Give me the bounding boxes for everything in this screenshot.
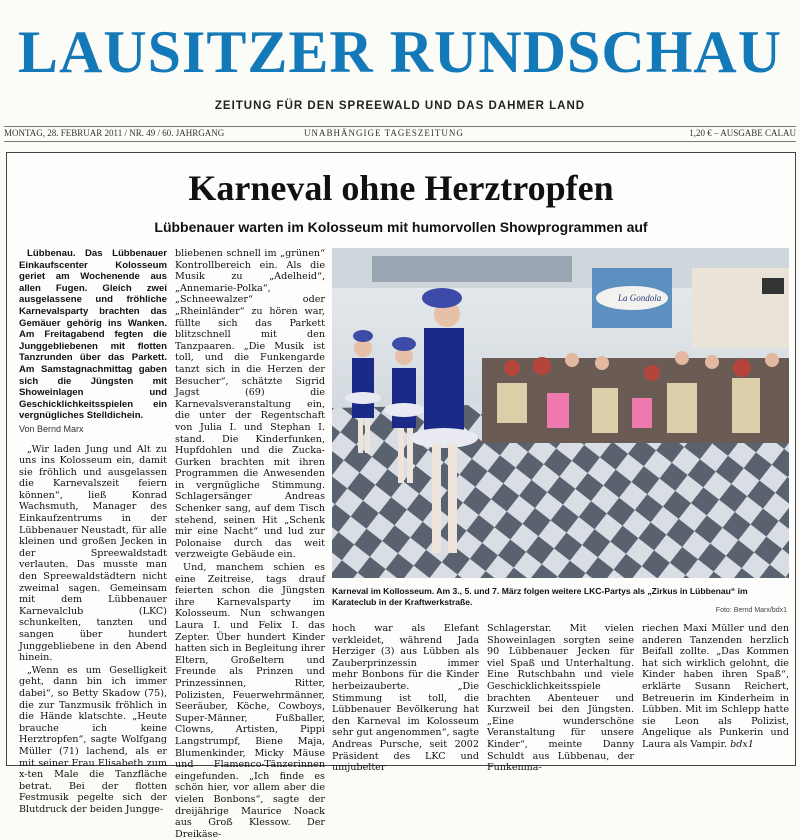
newspaper-masthead: LAUSITZER RUNDSCHAU	[17, 19, 783, 85]
carnival-photo	[332, 248, 789, 578]
author-endmark: bdx1	[730, 738, 754, 750]
article-frame	[6, 152, 796, 840]
masthead-subtitle: ZEITUNG FÜR DEN SPREEWALD UND DAS DAHMER LAND	[214, 100, 586, 112]
article-paragraph: Schlagerstar. Mit vielen Showeinlagen sorgten seine 90 Lübbenauer Jecken für viel Spaß und Unterhaltung. Eine Rutschbahn und viele Geschicklichkeitsspiele brachten Abenteuer und Kurzweil bei den Jüngsten. „Eine wunderschöne Veranstaltung für unsere Kinder“, meinte Danny Schuldt aus Lübbenau, der Funkenma-	[487, 623, 634, 774]
photo-credit: Foto: Bernd Marx/bdx1	[715, 607, 787, 614]
photo-caption: Karneval im Kollosseum. Am 3., 5. und 7. März folgen weitere LKC-Partys als „Zirkus in Lübbenau“ im Karateclub in der Kraftwerkstraße.	[332, 586, 748, 607]
dateline-bar	[4, 126, 796, 142]
shop-sign: La Gondola	[618, 293, 662, 303]
issue-date: MONTAG, 28. FEBRUAR 2011 / NR. 49 / 60. JAHRGANG	[4, 128, 225, 138]
paper-tagline: UNABHÄNGIGE TAGESZEITUNG	[304, 128, 464, 138]
article-paragraph: Und, manchem schien es eine Zeitreise, tags drauf feierten schon die Jüngsten ihre Karnevalsparty im Kolosseum. Nun schwangen Laura I. und Felix I. das Zepter. Über hundert Kinder hatten sich in Begleitung ihrer Eltern, Großeltern und Freunde als Prinzen und Prinzessinnen, Ritter, Polizisten, Feuerwehrmänner, Seeräuber, Köche, Cowboys, Super-Männer, Fußballer, Clowns, Artisten, Pippi Langstrumpf, Biene Maja, Blumenkinder, Micky Mäuse und Flamenco-Tänzerinnen eingefunden. „Ich finde es schön hier, vor allem aber die vielen Bonbons“, sagte der dreijährige Maurice Noack aus Groß Klessow. Der Dreikäse-	[175, 562, 325, 840]
article-paragraph: „Wir laden Jung und Alt zu uns ins Kolosseum ein, damit sie fröhlich und ausgelassen die Karnevalszeit feiern können“, ließ Konrad Wachsmuth, Manager des Einkaufzentrums in der Lübbenauer Neustadt, für alle kleinen und großen Jecken in der Spreewaldstadt verlauten. Das musste man den Spreewaldstädtern nicht zweimal sagen. Gemeinsam mit dem Lübbenauer Karnevalclub (LKC) schunkelten, tanzten und sangen über hundert Junggebliebene in den Abend hinein.	[19, 443, 167, 664]
issue-price: 1,20 € – AUSGABE CALAU	[689, 128, 796, 138]
article-column-2	[175, 248, 325, 840]
carnival-photo-graphic	[332, 248, 789, 578]
article-lead: Lübbenau. Das Lübbenauer Einkaufscenter Kolosseum geriet am Wochenende aus allen Fugen. Gleich zwei ausgelassene und fröhliche Karnevalsparty brachten das Gemäuer gehörig ins Wanken. Am Freitagabend fegten die Junggebliebenen mit flotten Tanzrunden über das Parkett. Am Samstagnachmittag gaben sich die Jüngsten mit Showeinlagen und Geschicklichkeitsspielen ein vergnügliches Stelldichein.	[19, 248, 167, 422]
article-column-3	[332, 623, 479, 774]
article-deck: Lübbenauer warten im Kolosseum mit humorvollen Showprogrammen auf	[154, 219, 648, 235]
article-paragraph: hoch war als Elefant verkleidet, während Jada Herziger (3) aus Lübben als Zauberprinzessin immer mehr Bonbons für die Kinder herbeizauberte. „Die Stimmung ist toll, die Lübbenauer Bevölkerung hat den Karneval im Kolosseum sehr gut angenommen“, sagte Andreas Pursche, seit 2002 Präsident des LKC und umjubelter	[332, 623, 479, 774]
article-column-1	[19, 248, 167, 815]
article-column-4	[487, 623, 634, 774]
article-paragraph: bliebenen schnell im „grünen“ Kontrollbereich ein. Als die Musik zu „Adelheid“, „Annemarie-Polka“, „Schneewalzer“ oder „Rheinländer“ zu hören war, füllte sich das Parkett blitzschnell mit den Tanzpaaren. „Die Musik ist toll, und die Funkengarde tanzt sich in die Herzen der Besucher“, schätzte Sigrid Jagst (69) die Karnevalsveranstaltung ein, die unter der Regentschaft von Julia I. und Stephan I. stand. Die Kinderfunken, Hupfdohlen und die Zucka-Gurken brachten mit ihren Programmen die Anwesenden in vergnügliche Stimmung. Schlagersänger Andreas Schenker sang, auf dem Tisch stehend, seinen Hit „Schenk mir eine Nacht“ und lud zur Polonaise durch das weit verzweigte Gebäude ein.	[175, 248, 325, 561]
article-headline: Karneval ohne Herztropfen	[188, 168, 614, 208]
article-paragraph: riechen Maxi Müller und den anderen Tanzenden herzlich Beifall zollte. „Das Kommen hat sich wirklich gelohnt, die Kinder haben ihren Spaß“, erklärte Susann Reichert, Betreuerin im Kinderheim in Lübben. Mit im Schlepp hatte sie Leon als Polizist, Angelique als Punkerin und Laura als Vampir.	[642, 623, 789, 750]
article-column-5	[642, 623, 789, 759]
article-paragraph: „Wenn es um Geselligkeit geht, dann bin ich immer dabei“, so Betty Skadow (75), die zur Tanzmusik fröhlich in die Hände klatschte. „Heute brauche ich keine Herztropfen“, sagte Wolfgang Müller (71) lachend, als er mit seiner Frau Elisabeth zum x-ten Male die Tanzfläche betrat. Bei der flotten Festmusik pegelte sich der Blutdruck der beiden Jungge-	[19, 664, 167, 815]
article-byline: Von Bernd Marx	[19, 423, 84, 434]
